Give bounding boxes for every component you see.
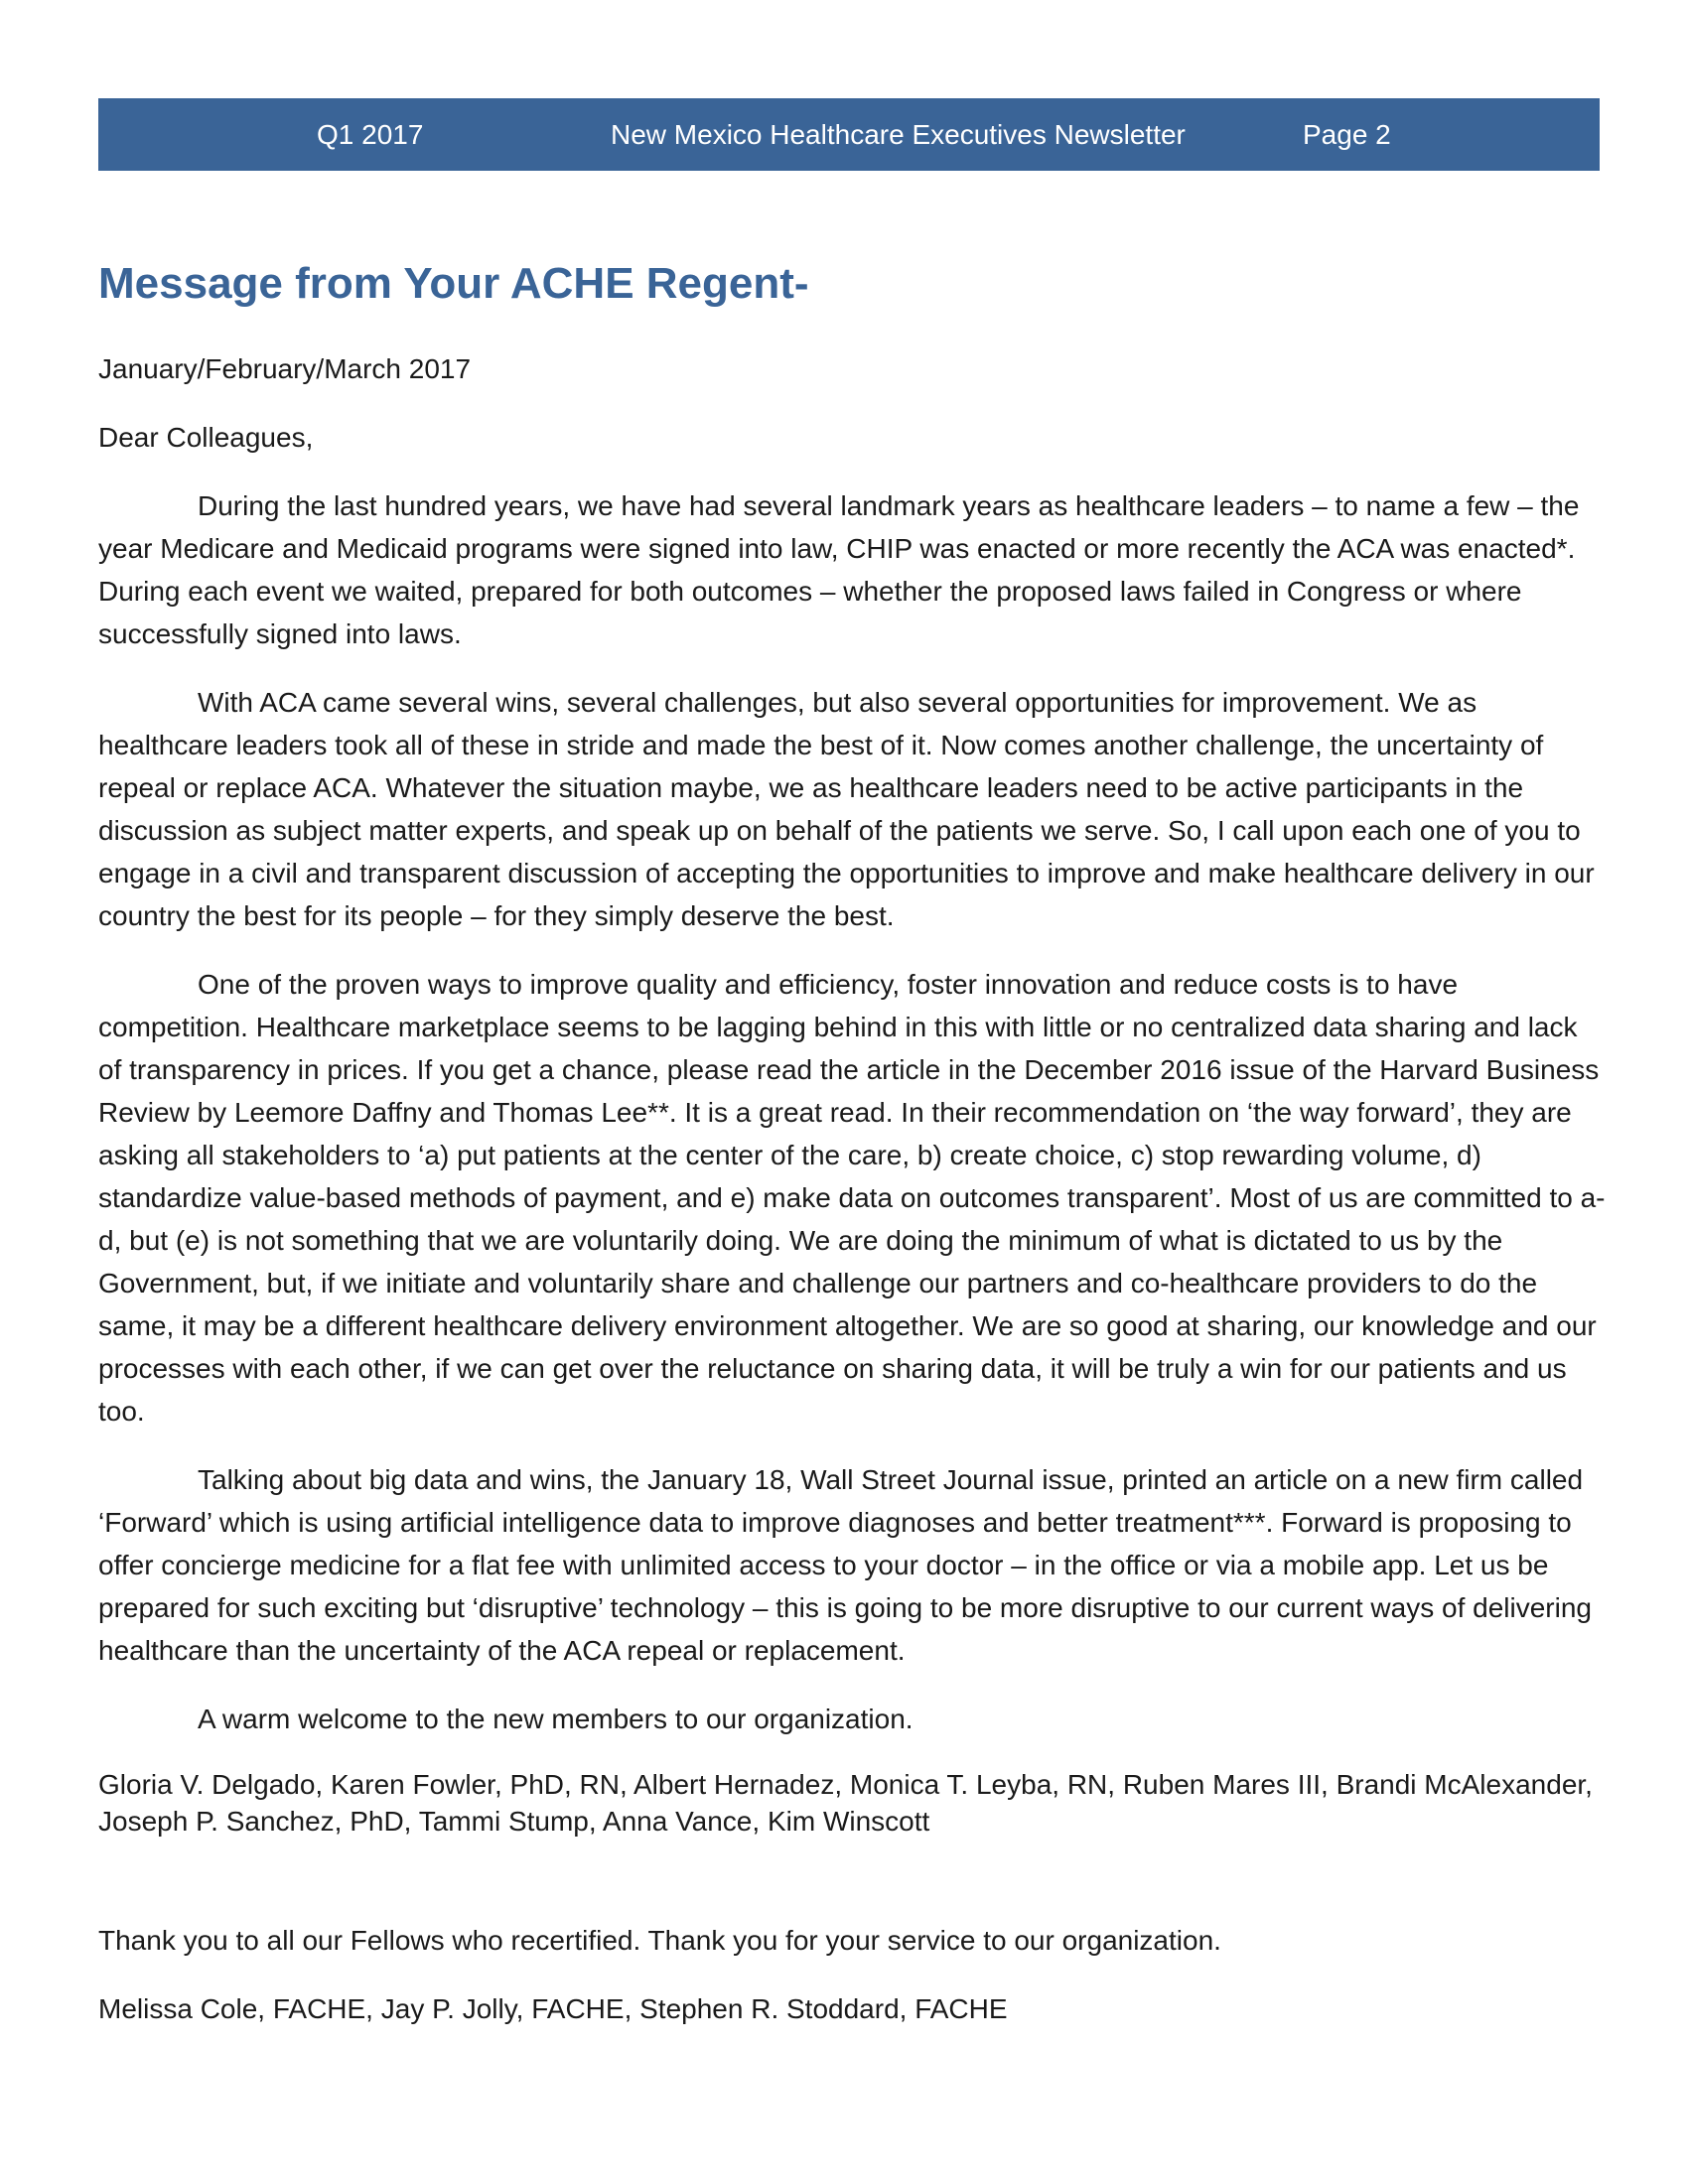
paragraph-1: During the last hundred years, we have had several landmark years as healthcare leaders – to name a few – the year Medicare and Medicaid programs were signed into law, CHIP was enacted or more recently the ACA was enacted*. During each event we waited, prepared for both outcomes – whether the proposed laws failed in Congress or where successfully signed into laws. (98, 490, 1580, 649)
paragraph-2: With ACA came several wins, several challenges, but also several opportunities for improvement. We as healthcare leaders took all of these in stride and made the best of it. Now comes another challenge, the uncertainty of repeal or replace ACA. Whatever the situation maybe, we as healthcare leaders need to be active participants in the discussion as subject matter experts, and speak up on behalf of the patients we serve. So, I call upon each one of you to engage in a civil and transparent discussion of accepting the opportunities to improve and make healthcare delivery in our country the best for its people – for they simply deserve the best. (98, 687, 1595, 931)
salutation: Dear Colleagues, (98, 422, 314, 453)
article-body (98, 256, 1608, 2056)
new-members-list: Gloria V. Delgado, Karen Fowler, PhD, RN, Albert Hernadez, Monica T. Leyba, RN, Ruben Mares III, Brandi McAlexander, Joseph P. Sanchez, PhD, Tammi Stump, Anna Vance, Kim Winscott (98, 1769, 1593, 1837)
fellows-list: Melissa Cole, FACHE, Jay P. Jolly, FACHE, Stephen R. Stoddard, FACHE (98, 1993, 1008, 2024)
header-issue: Q1 2017 (317, 119, 424, 150)
paragraph-4: Talking about big data and wins, the January 18, Wall Street Journal issue, printed an article on a new firm called ‘Forward’ which is using artificial intelligence data to improve diagnoses and better treatment***. Forward is proposing to offer concierge medicine for a flat fee with unlimited access to your doctor – in the office or via a mobile app. Let us be prepared for such exciting but ‘disruptive’ technology – this is going to be more disruptive to our current ways of delivering healthcare than the uncertainty of the ACA repeal or replacement. (98, 1464, 1592, 1666)
thanks-line: Thank you to all our Fellows who recertified. Thank you for your service to our organization. (98, 1925, 1221, 1956)
paragraph-5: A warm welcome to the new members to our organization. (198, 1704, 914, 1734)
newsletter-header-bar (98, 98, 1600, 171)
article-title: Message from Your ACHE Regent- (98, 259, 809, 308)
article-date: January/February/March 2017 (98, 353, 472, 384)
header-newsletter-title: New Mexico Healthcare Executives Newsletter (611, 119, 1186, 150)
paragraph-3: One of the proven ways to improve quality and efficiency, foster innovation and reduce costs is to have competition. Healthcare marketplace seems to be lagging behind in this with little or no centralized data sharing and lack of transparency in prices. If you get a chance, please read the article in the December 2016 issue of the Harvard Business Review by Leemore Daffny and Thomas Lee**. It is a great read. In their recommendation on ‘the way forward’, they are asking all stakeholders to ‘a) put patients at the center of the care, b) create choice, c) stop rewarding volume, d) standardize value-based methods of payment, and e) make data on outcomes transparent’. Most of us are committed to a-d, but (e) is not something that we are voluntarily doing. We are doing the minimum of what is dictated to us by the Government, but, if we initiate and voluntarily share and challenge our partners and co-healthcare providers to do the same, it may be a different healthcare delivery environment altogether. We are so good at sharing, our knowledge and our processes with each other, if we can get over the reluctance on sharing data, it will be truly a win for our patients and us too. (98, 969, 1606, 1427)
header-page-number: Page 2 (1303, 119, 1391, 150)
